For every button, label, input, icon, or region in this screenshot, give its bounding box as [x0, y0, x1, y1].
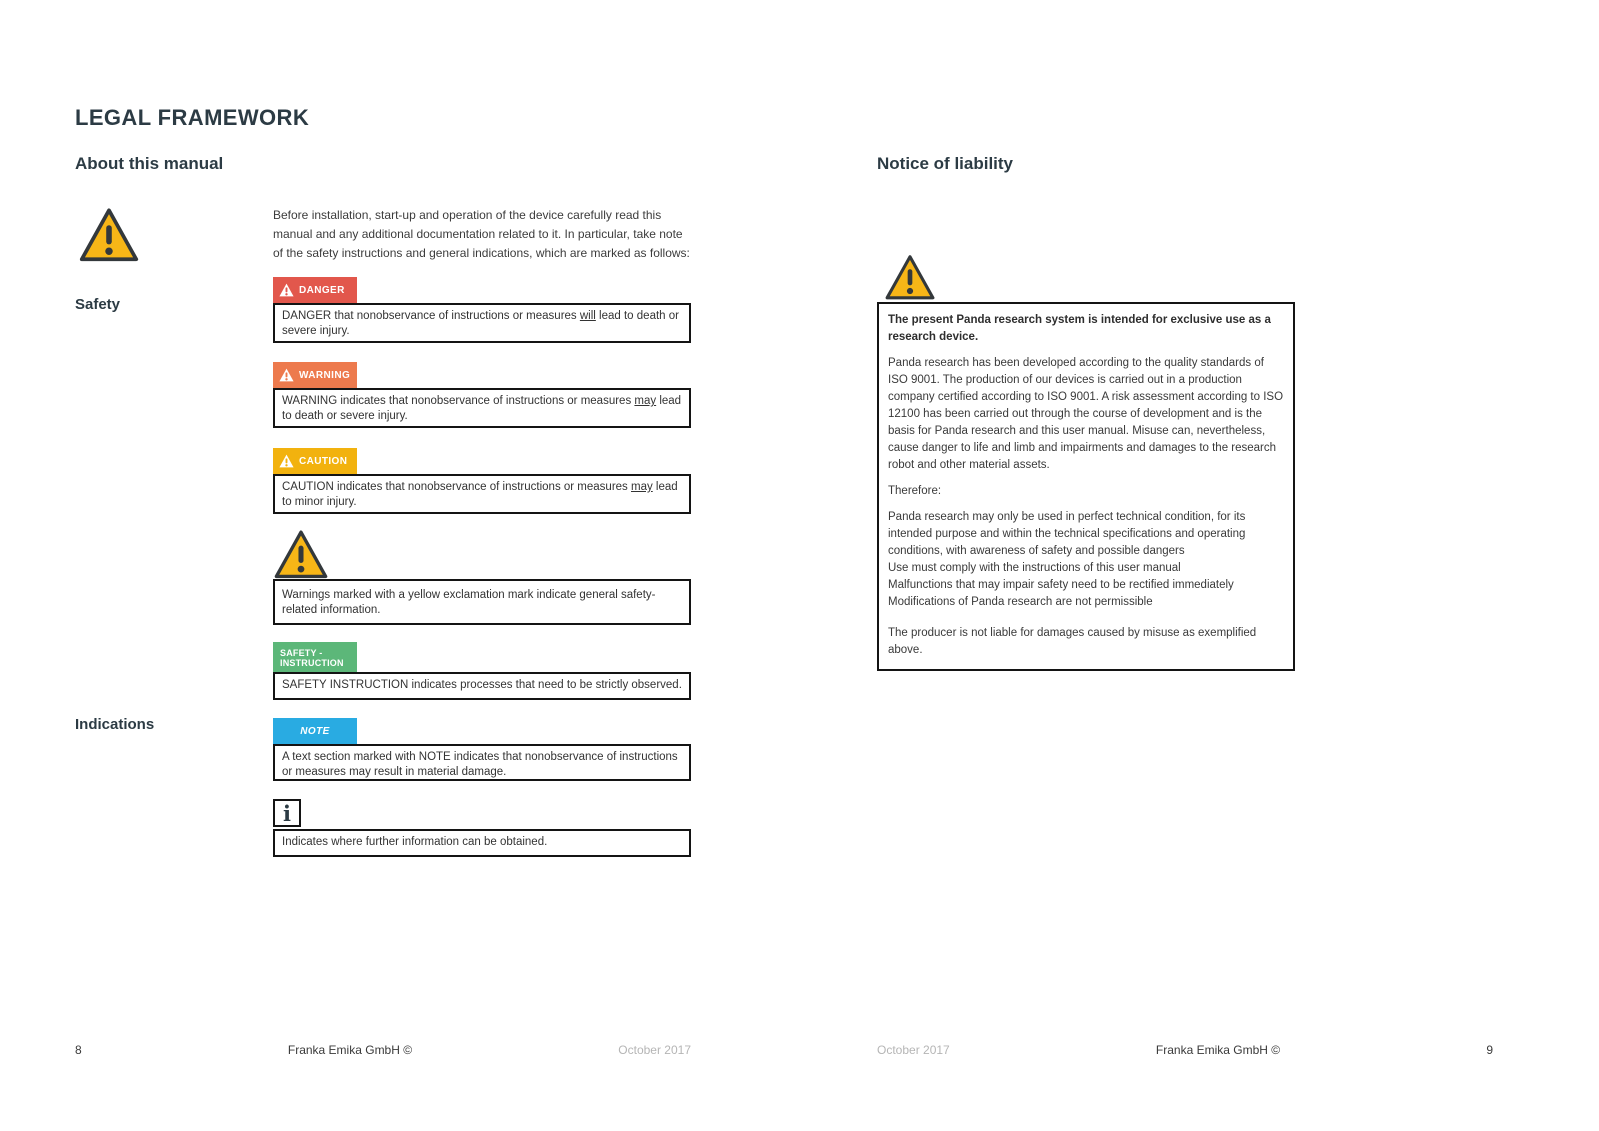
- liability-item: Malfunctions that may impair safety need to be rectified immediately: [888, 579, 1234, 591]
- note-label: NOTE: [273, 718, 357, 744]
- page-title: LEGAL FRAMEWORK: [75, 105, 310, 130]
- warning-text-end: lead to death or severe injury.: [282, 395, 682, 422]
- caution-text-underlined: may: [631, 481, 653, 493]
- warning-label-text: WARNING: [299, 369, 351, 381]
- note-box: A text section marked with NOTE indicates that nonobservance of instructions or measures may result in material damage.: [273, 744, 691, 781]
- footer-company: Franka Emika GmbH ©: [287, 1043, 413, 1057]
- warning-label: [273, 362, 357, 388]
- intro-paragraph: Before installation, start-up and operation of the device carefully read this manual and any additional documentation related to it. In particular, take note of the safety instructions and general indications, which are marked as follows:: [273, 208, 690, 260]
- info-glyph: i: [283, 800, 291, 826]
- footer-date: October 2017: [618, 1043, 691, 1057]
- page-number: 9: [1486, 1043, 1493, 1057]
- info-icon: [273, 799, 301, 827]
- warning-text-underlined: may: [634, 395, 657, 407]
- liability-box: [877, 302, 1295, 671]
- danger-label: [273, 277, 357, 303]
- liability-items: [888, 509, 1284, 611]
- safety-instruction-box: SAFETY INSTRUCTION indicates processes that need to be strictly observed.: [273, 672, 691, 700]
- liability-lead: The present Panda research system is intended for exclusive use as a research device.: [888, 314, 1271, 343]
- danger-text: DANGER that nonobservance of instructions or measures: [282, 310, 580, 322]
- alert-triangle-icon: [279, 454, 294, 468]
- danger-box: [273, 303, 691, 343]
- footer-right-page: [877, 1043, 1493, 1057]
- danger-text-end: lead to death or severe injury.: [282, 310, 679, 337]
- caution-label: [273, 448, 357, 474]
- margin-label-safety: Safety: [75, 296, 121, 313]
- danger-label-text: DANGER: [299, 284, 345, 296]
- section-title-about: About this manual: [75, 154, 224, 173]
- alert-triangle-icon: [279, 368, 294, 382]
- safety-instruction-label: SAFETY - INSTRUCTION: [273, 642, 357, 674]
- info-box: Indicates where further information can be obtained.: [273, 829, 691, 857]
- warning-text: WARNING indicates that nonobservance of instructions or measures: [282, 395, 635, 407]
- liability-therefore: Therefore:: [888, 485, 942, 497]
- liability-closing: The producer is not liable for damages caused by misuse as exemplified above.: [888, 627, 1257, 656]
- general-warning-box: Warnings marked with a yellow exclamation mark indicate general safety-related information.: [273, 579, 691, 625]
- warning-triangle-icon: [78, 206, 140, 263]
- warning-triangle-icon: [273, 528, 329, 580]
- caution-text: CAUTION indicates that nonobservance of instructions or measures: [282, 481, 631, 493]
- liability-item: Use must comply with the instructions of this user manual: [888, 562, 1181, 574]
- footer-left-page: [75, 1043, 691, 1057]
- margin-label-indications: Indications: [75, 716, 155, 733]
- caution-box: [273, 474, 691, 514]
- warning-box: [273, 388, 691, 428]
- liability-paragraph: Panda research has been developed according to the quality standards of ISO 9001. The production of our devices is carried out in a production company certified according to ISO 9001. A risk assessment according to ISO 12100 has been carried out through the course of development and is the basis for Panda research and this user manual. Misuse can, nevertheless, cause danger to life and limb and impairments and damages to the research robot and other material assets.: [888, 357, 1284, 471]
- alert-triangle-icon: [279, 283, 294, 297]
- liability-item: Modifications of Panda research are not permissible: [888, 596, 1153, 608]
- page-number: 8: [75, 1043, 82, 1057]
- warning-triangle-icon: [884, 250, 936, 304]
- footer-date: October 2017: [877, 1043, 950, 1057]
- footer-company: Franka Emika GmbH ©: [1155, 1043, 1281, 1057]
- caution-label-text: CAUTION: [299, 455, 348, 467]
- liability-item: Panda research may only be used in perfect technical condition, for its intended purpose and within the technical specifications and operating conditions, with awareness of safety and possible dangers: [888, 511, 1246, 557]
- section-title-liability: Notice of liability: [877, 154, 1014, 173]
- caution-text-end: lead to minor injury.: [282, 481, 678, 508]
- danger-text-underlined: will: [579, 310, 596, 322]
